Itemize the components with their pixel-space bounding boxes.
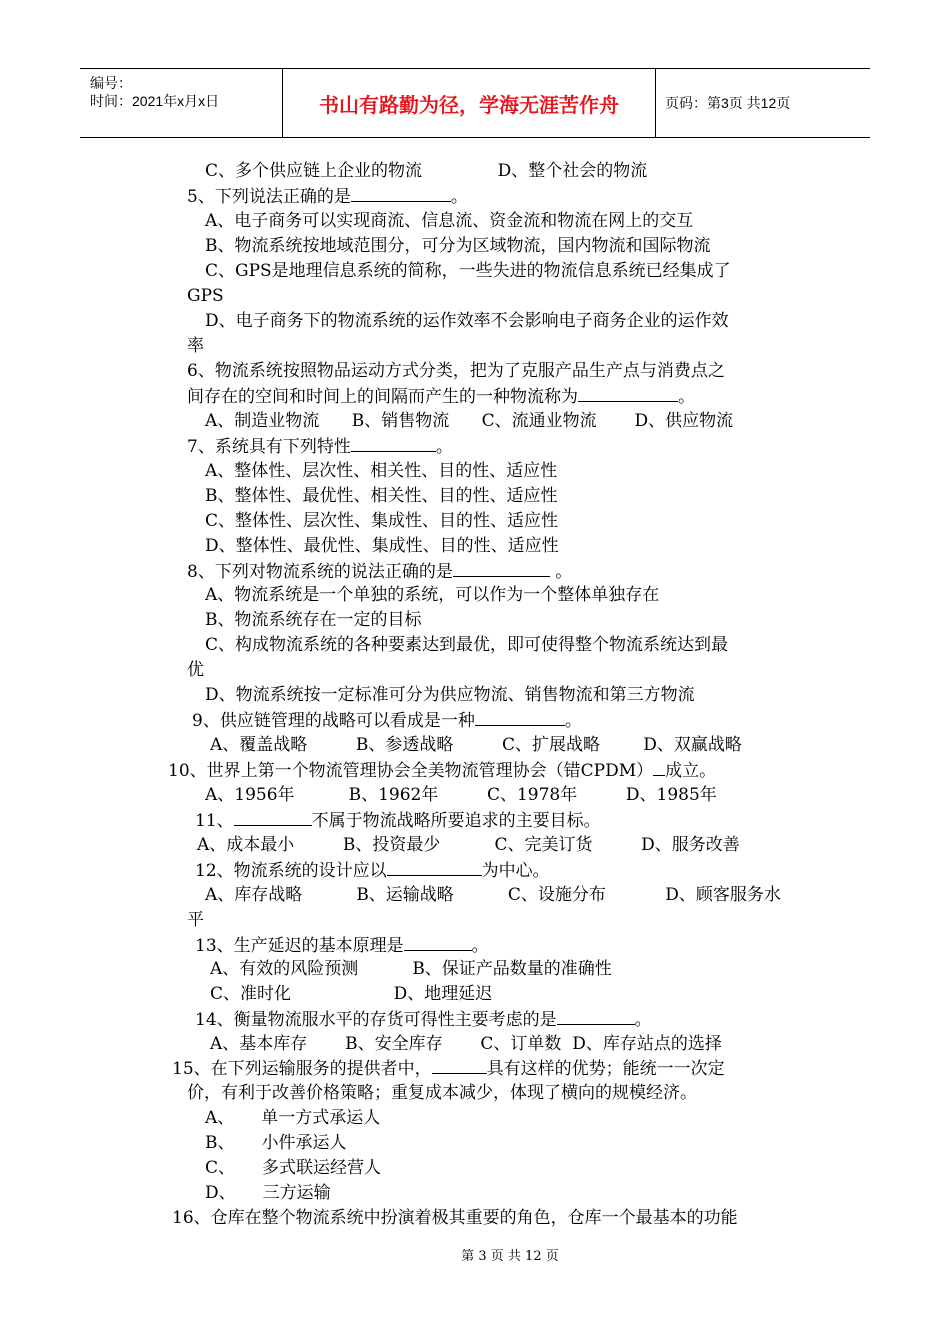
text-line — [187, 385, 695, 408]
text-line — [187, 335, 204, 357]
text-line — [205, 310, 729, 332]
line-text: B、整体性、最优性、相关性、目的性、适应性 — [205, 486, 558, 506]
text-line — [205, 609, 422, 631]
page-header — [80, 68, 870, 138]
answer-blank — [453, 560, 550, 577]
line-text: C、多个供应链上企业的物流 D、整个社会的物流 — [205, 161, 648, 181]
line-text: 9、供应链管理的战略可以看成是一种 — [192, 711, 475, 731]
text-line — [205, 784, 717, 806]
text-line — [187, 659, 204, 681]
line-text-after: 不属于物流战略所要追求的主要目标。 — [311, 811, 601, 831]
line-text: 平 — [187, 910, 204, 930]
header-motto: 书山有路勤为径，学海无涯苦作舟 — [283, 69, 656, 137]
answer-blank — [578, 385, 678, 402]
text-line — [205, 460, 557, 482]
text-line — [210, 958, 612, 980]
line-text-after: 。 — [678, 387, 695, 407]
line-text: B、物流系统按地域范围分，可分为区域物流，国内物流和国际物流 — [205, 236, 711, 256]
header-page-label: 页码：第3页 共12页 — [665, 95, 791, 111]
text-line — [187, 435, 453, 458]
line-text-after: 。 — [435, 437, 453, 457]
line-text: D、电子商务下的物流系统的运作效率不会影响电子商务企业的运作效 — [205, 311, 729, 331]
text-line — [195, 1008, 652, 1031]
text-line — [205, 1132, 347, 1154]
line-text: A、电子商务可以实现商流、信息流、资金流和物流在网上的交互 — [205, 211, 694, 231]
line-text: 11、 — [195, 811, 234, 831]
text-line — [205, 634, 728, 656]
text-line — [187, 360, 725, 382]
line-text: B、 小件承运人 — [205, 1133, 347, 1153]
line-text-after: 。 — [450, 187, 468, 207]
text-line — [205, 684, 695, 706]
text-line — [172, 1057, 725, 1080]
text-line — [205, 160, 647, 182]
line-text: 15、在下列运输服务的提供者中， — [172, 1059, 432, 1079]
line-text: 10、世界上第一个物流管理协会全美物流管理协会（错CPDM） — [168, 761, 654, 781]
line-text: GPS — [187, 286, 224, 306]
line-text-after: 为中心。 — [481, 861, 550, 881]
answer-blank — [432, 1057, 487, 1074]
line-text: 优 — [187, 660, 204, 680]
line-text: A、物流系统是一个单独的系统，可以作为一个整体单独存在 — [205, 585, 660, 605]
text-line — [197, 834, 740, 856]
line-text: A、基本库存 B、安全库存 C、订单数 D、库存站点的选择 — [210, 1034, 722, 1054]
text-line — [187, 185, 468, 208]
number-label: 编号： — [90, 75, 132, 91]
text-line — [205, 1107, 380, 1129]
line-text: C、整体性、层次性、集成性、目的性、适应性 — [205, 511, 559, 531]
answer-blank — [557, 1008, 635, 1025]
line-text: A、制造业物流 B、销售物流 C、流通业物流 D、供应物流 — [205, 411, 734, 431]
text-line — [205, 535, 559, 557]
answer-blank — [351, 435, 436, 452]
line-text: A、整体性、层次性、相关性、目的性、适应性 — [205, 461, 558, 481]
line-text-after: 。 — [564, 711, 582, 731]
line-text: C、GPS是地理信息系统的简称，一些失进的物流信息系统已经集成了 — [205, 261, 731, 281]
header-info-cell — [80, 69, 283, 137]
text-line — [195, 809, 601, 832]
text-line — [172, 1207, 738, 1229]
line-text-after: 。 — [634, 1010, 652, 1030]
answer-blank — [234, 809, 312, 826]
text-line — [205, 260, 731, 282]
text-line — [205, 510, 558, 532]
line-text: 5、下列说法正确的是 — [187, 187, 351, 207]
line-text: D、 三方运输 — [205, 1183, 331, 1203]
line-text: A、库存战略 B、运输战略 C、设施分布 D、顾客服务水 — [205, 885, 781, 905]
line-text: 14、衡量物流服水平的存货可得性主要考虑的是 — [195, 1010, 557, 1030]
text-line — [187, 909, 204, 931]
page-footer: 第 3 页 共 12 页 — [461, 1249, 559, 1264]
answer-blank — [475, 709, 565, 726]
answer-blank — [404, 934, 472, 951]
line-text: 价，有利于改善价格策略；重复成本减少，体现了横向的规模经济。 — [187, 1083, 697, 1103]
line-text: A、成本最小 B、投资最少 C、完美订货 D、服务改善 — [197, 835, 740, 855]
text-line — [205, 210, 693, 232]
line-text: D、整体性、最优性、集成性、目的性、适应性 — [205, 536, 559, 556]
text-line — [210, 983, 492, 1005]
line-text: A、1956年 B、1962年 C、1978年 D、1985年 — [205, 785, 717, 805]
line-text: 率 — [187, 336, 204, 356]
text-line — [205, 485, 558, 507]
text-line — [210, 1033, 722, 1055]
text-line — [205, 235, 711, 257]
text-line — [187, 1082, 697, 1104]
line-text: 13、生产延迟的基本原理是 — [195, 936, 404, 956]
text-line — [205, 410, 733, 432]
line-text: C、 多式联运经营人 — [205, 1158, 382, 1178]
line-text: 12、物流系统的设计应以 — [195, 861, 387, 881]
line-text-after: 成立。 — [665, 761, 717, 781]
text-line — [168, 759, 716, 782]
line-text-after: 。 — [549, 562, 573, 582]
text-line — [205, 1182, 331, 1204]
answer-blank — [387, 859, 482, 876]
text-line — [195, 934, 489, 957]
line-text: C、构成物流系统的各种要素达到最优，即可使得整个物流系统达到最 — [205, 635, 729, 655]
line-text: B、物流系统存在一定的目标 — [205, 610, 422, 630]
line-text: 7、系统具有下列特性 — [187, 437, 351, 457]
line-text-after: 。 — [471, 936, 489, 956]
line-text: A、有效的风险预测 B、保证产品数量的准确性 — [210, 959, 612, 979]
line-text: A、 单一方式承运人 — [205, 1108, 381, 1128]
text-line — [205, 1157, 381, 1179]
line-text: D、物流系统按一定标准可分为供应物流、销售物流和第三方物流 — [205, 685, 695, 705]
line-text: 16、仓库在整个物流系统中扮演着极其重要的角色，仓库一个最基本的功能 — [172, 1208, 738, 1228]
line-text: C、准时化 D、地理延迟 — [210, 984, 493, 1004]
answer-blank — [351, 185, 451, 202]
text-line — [205, 584, 659, 606]
text-line — [187, 560, 572, 583]
time-label: 时间：2021年x月x日 — [90, 93, 220, 109]
line-text: 间存在的空间和时间上的间隔而产生的一种物流称为 — [187, 387, 578, 407]
line-text: 8、下列对物流系统的说法正确的是 — [187, 562, 453, 582]
text-line — [192, 709, 582, 732]
answer-blank — [653, 759, 665, 776]
text-line — [205, 884, 781, 906]
text-line — [210, 734, 742, 756]
text-line — [195, 859, 550, 882]
line-text-after: 具有这样的优势；能统一一次定 — [486, 1059, 725, 1079]
line-text: 6、物流系统按照物品运动方式分类，把为了克服产品生产点与消费点之 — [187, 361, 725, 381]
line-text: A、覆盖战略 B、参透战略 C、扩展战略 D、双赢战略 — [210, 735, 742, 755]
text-line — [187, 285, 224, 307]
